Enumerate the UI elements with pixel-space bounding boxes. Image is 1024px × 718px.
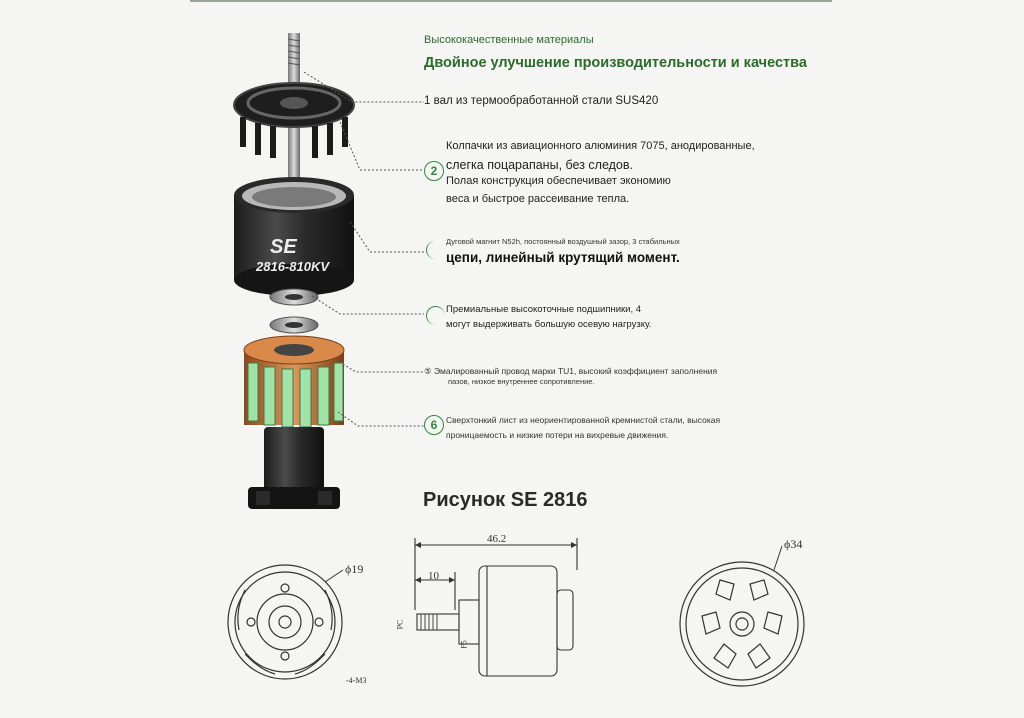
top-divider	[190, 0, 832, 2]
length-label: 46.2	[487, 533, 507, 545]
rear-diameter-label: ϕ34	[784, 537, 803, 551]
feature-1	[424, 95, 658, 107]
feature-5	[424, 366, 717, 377]
feature-2-line-3: Полая конструкция обеспечивает экономию	[446, 175, 671, 187]
shaft-length-label: 10	[428, 570, 439, 582]
feature-1-text: вал из термообработанной стали SUS420	[433, 95, 659, 107]
motor-exploded-view	[200, 25, 390, 525]
feature-2-line-2: слегка поцарапаны, без следов.	[446, 158, 633, 172]
feature-1-marker: 1	[424, 95, 431, 107]
feature-6-marker: 6	[424, 415, 444, 435]
feature-3-line-1: Дуговой магнит N52h, постоянный воздушный зазор, 3 стабильных	[446, 237, 680, 246]
feature-2-line-1: Колпачки из авиационного алюминия 7075, анодированные,	[446, 140, 755, 152]
bell-brand: SE	[270, 236, 297, 258]
base-mount	[264, 427, 324, 497]
feature-3-line-2: цепи, линейный крутящий момент.	[446, 250, 680, 265]
front-diameter-label: ϕ19	[345, 562, 364, 576]
feature-4-line-1: Премиальные высокоточные подшипники, 4	[446, 304, 642, 315]
bell-model: 2816-810KV	[256, 259, 329, 274]
feature-4-line-2: могут выдерживать большую осевую нагрузку.	[446, 319, 652, 330]
shaft-diameter-label: F5	[459, 640, 469, 649]
section-subtitle: Высококачественные материалы	[424, 34, 594, 46]
feature-2-line-4: веса и быстрое рассеивание тепла.	[446, 193, 630, 205]
rear-view-drawing	[672, 540, 822, 690]
feature-4-marker	[426, 306, 445, 325]
front-view-drawing	[215, 560, 375, 690]
screw-note-label: -4-M3	[346, 676, 367, 685]
feature-5-line-1: Эмалированный провод марки TU1, высокий коэффициент заполнения	[434, 366, 718, 376]
feature-6-line-1: Сверхтонкий лист из неориентированной кремнистой стали, высокая	[446, 415, 721, 425]
side-view-drawing	[395, 530, 585, 680]
figure-title: Рисунок SE 2816	[423, 489, 588, 511]
feature-5-line-2: пазов, низкое внутреннее сопротивление.	[448, 377, 595, 386]
shaft-label: PC	[395, 619, 405, 630]
feature-2-marker: 2	[424, 161, 444, 181]
section-headline: Двойное улучшение производительности и качества	[424, 55, 807, 71]
feature-5-marker: ⑤	[424, 366, 432, 376]
feature-6-line-2: проницаемость и низкие потери на вихревые движения.	[446, 430, 669, 440]
feature-3-marker	[426, 241, 445, 259]
